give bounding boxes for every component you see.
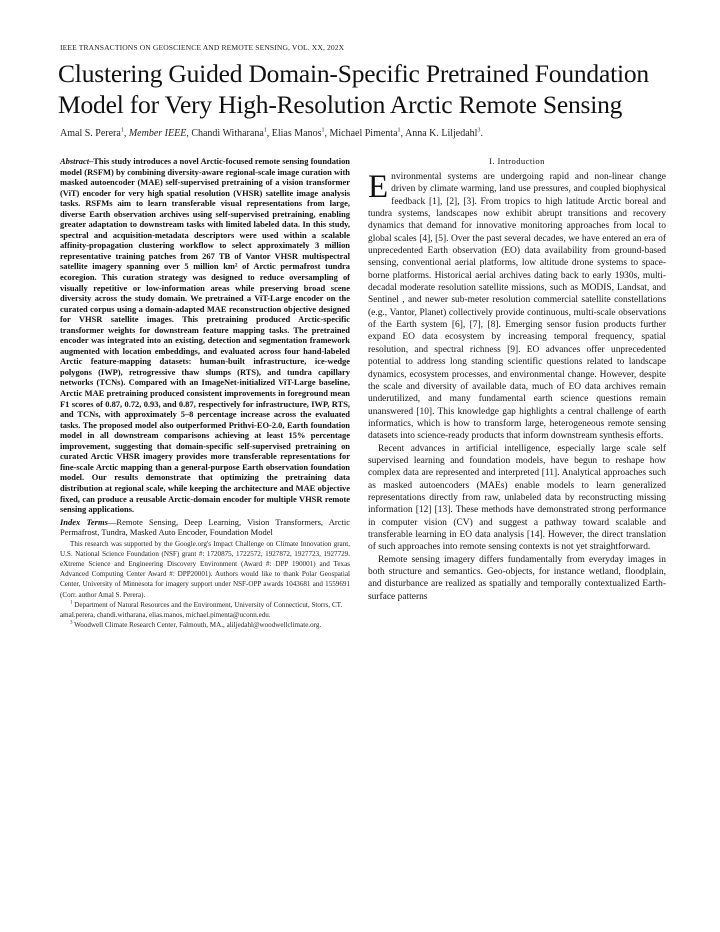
intro-paragraph: Recent advances in artificial intelligence, especially large scale self supervised learning and foundation models, have begun to reshape how complex data are represented and interpreted [11]. Analytical approaches such as masked autoencoders (MAEs) enable models to learn generalized representations directly from raw, unlabeled data by reconstructing missing information [12] [13]. These methods have demonstrated strong performance in computer vision (CV) and suggest a pathway toward scalable and transferable learning in EO data analysis [14]. However, the direct translation of such approaches into remote sensing contexts is not yet straightforward. xyxy=(368,443,666,553)
drop-cap: E xyxy=(368,169,389,205)
abstract xyxy=(60,156,350,515)
index-terms-text: —Remote Sensing, Deep Learning, Vision Transformers, Arctic Permafrost, Tundra, Masked Auto Encoder, Foundation Model xyxy=(60,516,350,538)
intro-paragraph xyxy=(368,171,666,443)
author-affiliation-mark: 1 xyxy=(321,127,325,134)
affiliation-footnote xyxy=(60,600,350,620)
affiliation-mark: 1 xyxy=(70,600,73,606)
author-affiliation-mark: 1 xyxy=(120,127,124,134)
author-name: Anna K. Liljedahl xyxy=(404,128,478,139)
affiliation-footnote xyxy=(60,620,350,630)
author-name: Chandi Witharana xyxy=(191,128,264,139)
abstract-label: Abstract xyxy=(60,156,90,166)
funding-footnote: This research was supported by the Google.org's Impact Challenge on Climate Innovation grant, U.S. National Science Foundation (NSF) grant #: 1720875, 1722572, 1927872, 1927723, 1927729. eXtreme Science and Engineering Discovery Environment (Award #: DPP 190001) and Texas Advanced Computing Center Award #: DPP20001). Authors would like to thank Polar Geospatial Center, University of Minnesota for imagery support under NSF-OPP awards 1043681 and 1559691 (Corr. author Amal S. Perera). xyxy=(60,539,350,599)
author-line: Amal S. Perera$^1$, Member IEEE, Chandi Witharana$^1$, Elias Manos$^1$, Michael Pimenta$^1$, Anna K. Liljedahl$^3$. xyxy=(60,127,483,139)
author-name: Elias Manos xyxy=(271,128,322,139)
author-name: Michael Pimenta xyxy=(329,128,398,139)
right-column xyxy=(368,156,666,603)
author-affiliation-mark: 1 xyxy=(397,127,401,134)
affiliation-text: Woodwell Climate Research Center, Falmouth, MA., aliljedahl@woodwellclimate.org. xyxy=(72,621,322,630)
paper-title: Clustering Guided Domain-Specific Pretrained Foundation Model for Very High-Resolution Arctic Remote Sensing xyxy=(58,59,649,119)
affiliation-mark: 3 xyxy=(70,620,73,626)
affiliation-text: Department of Natural Resources and the Environment, University of Connecticut, Storrs, CT. amal.perera, chandi.witharana, elias.manos, michael.pimenta@uconn.edu. xyxy=(60,600,343,620)
intro-paragraph-text: nvironmental systems are undergoing rapid and non-linear change driven by climate warming, land use pressures, and coupled biophysical feedback [1], [2], [3]. From tropics to high latitude Arctic boreal and tundra systems, landscapes now exhibit abrupt transitions and recovery dynamics that demand for innovative monitoring approaches from local to global scales [4], [5]. Over the past several decades, we have entered an era of unprecedented Earth observation (EO) data availability from ground-based sensing, conventional aerial platforms, low altitude drone systems to space-borne platforms. Historical aerial archives dating back to early 1930s, multi-decadal moderate resolution satellite missions, such as MODIS, Landsat, and Sentinel , and newer sub-meter resolution commercial satellite constellations (e.g., Vantor, Planet) collectively provide continuous, multi-scale observations of the Earth system [6], [7], [8]. Emerging sensor fusion products further expand EO data ecosystem by increasing temporal frequency, spatial resolution, and spectral richness [9]. EO advances offer unprecedented potential to address long standing scientific questions related to landscape dynamics, ecosystem processes, and environmental change. However, despite the scale and diversity of available data, much of EO data archives remain underutilized, and many fundamental earth science questions remain unanswered [10]. This knowledge gap highlights a central challenge of earth informatics, which is how to transform large, heterogeneous remote sensing datasets into science-ready products that inform downstream synthesis efforts. xyxy=(368,172,666,442)
author-role: Member IEEE xyxy=(128,128,187,139)
author-affiliation-mark: 1 xyxy=(263,127,267,134)
author-name: Amal S. Perera xyxy=(60,128,121,139)
intro-paragraph: Remote sensing imagery differs fundamentally from everyday images in both structure and semantics. Geo-objects, for instance wetland, floodplain, and disturbance are realized as spatially and temporally contextualized Earth-surface patterns xyxy=(368,554,666,602)
author-affiliation-mark: 3 xyxy=(477,127,481,134)
section-heading-introduction: I. Introduction xyxy=(489,156,545,166)
journal-header: IEEE TRANSACTIONS ON GEOSCIENCE AND REMOTE SENSING, VOL. XX, 202X xyxy=(60,43,345,52)
index-terms xyxy=(60,517,350,538)
index-terms-label: Index Terms xyxy=(60,516,108,527)
abstract-text: –This study introduces a novel Arctic-focused remote sensing foundation model (RSFM) by combining diversity-aware regional-scale image curation with masked autoencoder (MAE) self-supervised pretraining of a vision transformer (ViT) encoder for very high spatial resolution (VHSR) satellite image analysis tasks. RSFMs aim to learn transferable visual representations from large, diverse Earth observation archives using self-supervised pretraining, enabling greater adaptation to downstream tasks with limited labeled data. In this study, spectral and acquisition-metadata descriptors were used within a scalable affinity-propagation clustering workflow to select approximately 3 million representative training patches from 267 TB of Vantor VHSR multispectral satellite imagery spanning over 5 million km² of Arctic permafrost tundra ecoregion. This curation strategy was designed to reduce oversampling of visually repetitive or low-information areas while preserving broad scene diversity across the study domain. We pretrained a ViT-Large encoder on the curated corpus using a domain-adapted MAE reconstruction objective designed for VHSR satellite images. This pretraining produced Arctic-specific transformer weights for downstream feature mapping tasks. The pretrained encoder was integrated into an existing, detection and segmentation framework augmented with location embeddings, and evaluated across four hand-labeled Arctic feature-mapping datasets: human-built infrastructure, ice-wedge polygons (IWP), retrogressive thaw slumps (RTS), and tundra capillary networks (TCNs). Compared with an ImageNet-initialized ViT-Large baseline, Arctic MAE pretraining produced consistent improvements in foreground mean F1 scores of 0.87, 0.72, 0.93, and 0.87, respectively for infrastructure, IWP, RTS, and TCNs, with approximately 5–8 percentage increase across the evaluated tasks. The proposed model also outperformed Prithvi-EO-2.0, Earth foundation model in all downstream comparisons achieving at least 15% percentage improvement, suggesting that domain-specific self-supervised pretraining on curated Arctic VHSR imagery provides more transferable representations for fine-scale Arctic mapping than a general-purpose Earth observation foundation model. Our results demonstrate that optimizing the pretraining data distribution at regional scale, while keeping the architecture and MAE objective fixed, can produce a reusable Arctic-domain encoder for multiple VHSR remote sensing applications. xyxy=(60,156,350,515)
left-column xyxy=(60,156,350,630)
